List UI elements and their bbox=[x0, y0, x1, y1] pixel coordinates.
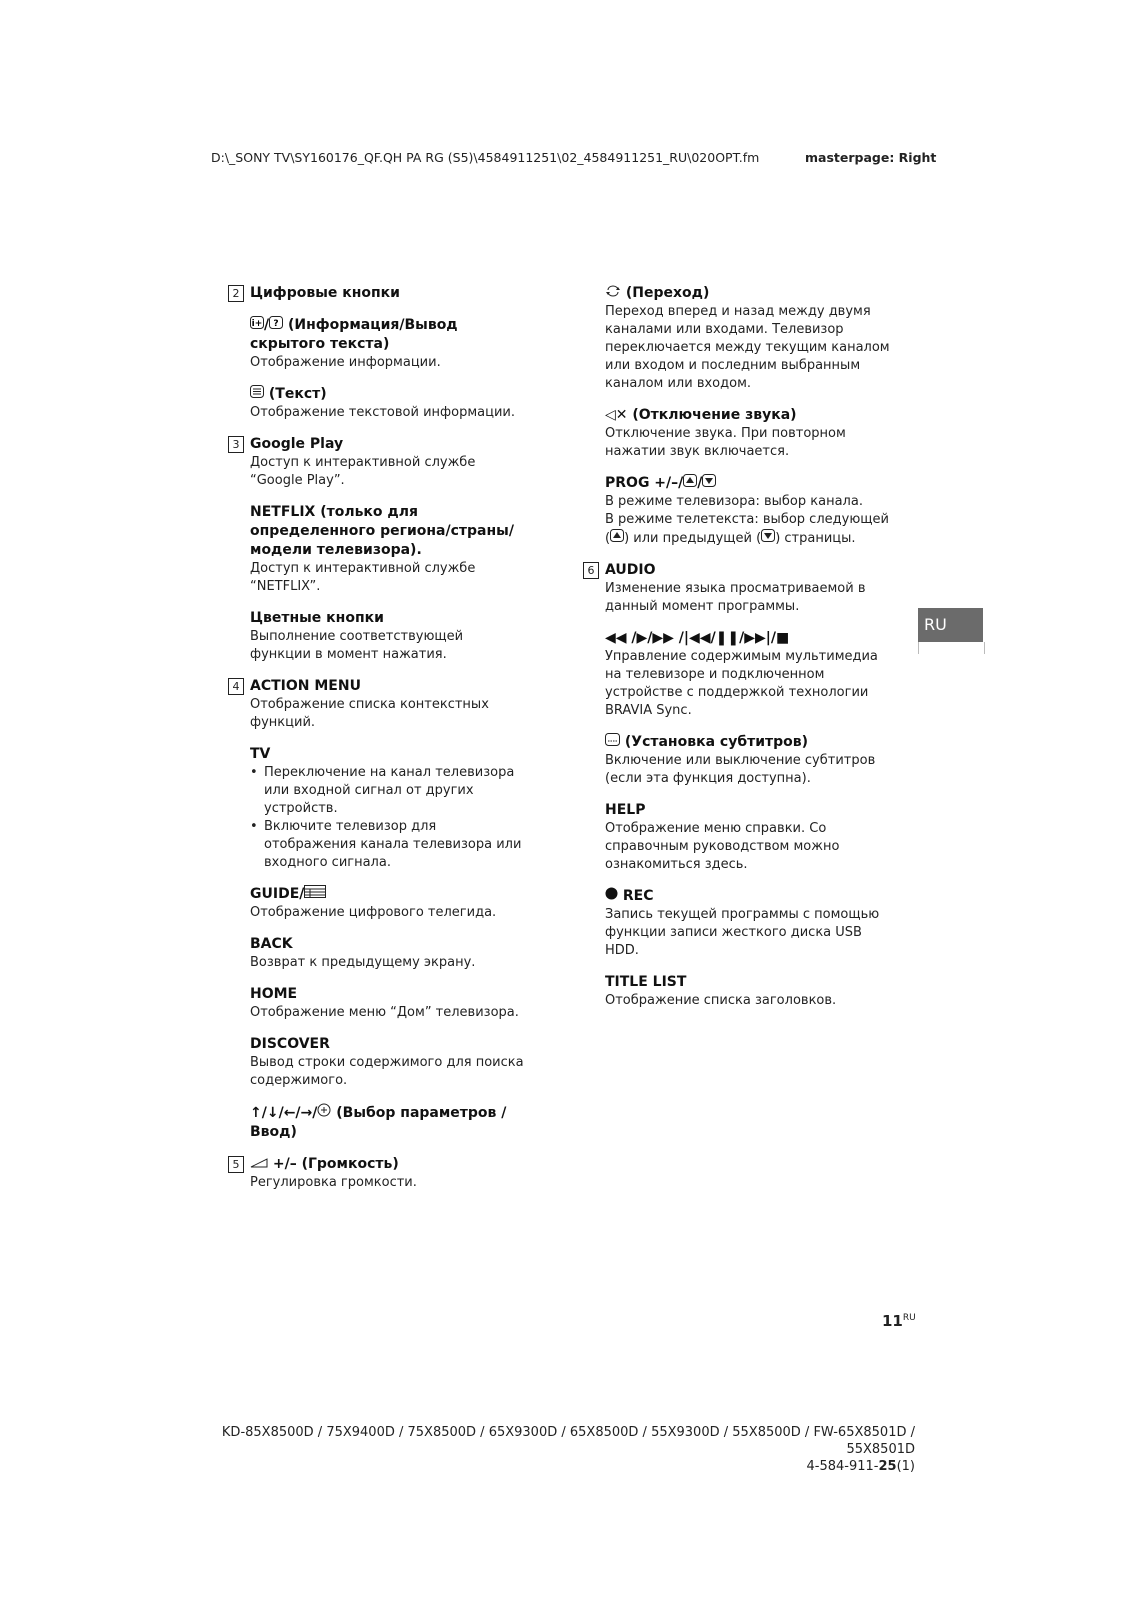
section-2 bbox=[228, 284, 528, 303]
home-text: Отображение меню “Дом” телевизора. bbox=[250, 1005, 519, 1020]
rec-entry bbox=[583, 887, 893, 960]
home-entry bbox=[228, 985, 528, 1022]
subtitle-title: (Установка субтитров) bbox=[624, 734, 809, 750]
section-title: Google Play bbox=[250, 436, 344, 452]
titlelist-entry bbox=[583, 973, 893, 1010]
prog-line3a: ) или предыдущей ( bbox=[624, 531, 762, 546]
section-number: 2 bbox=[228, 285, 244, 302]
jump-entry bbox=[583, 284, 893, 393]
mute-text: Отключение звука. При повторном нажатии звук включается. bbox=[605, 426, 846, 459]
section-number: 5 bbox=[228, 1156, 244, 1173]
tv-entry bbox=[228, 745, 528, 872]
page-number-suffix: RU bbox=[902, 1313, 916, 1323]
home-title: HOME bbox=[250, 986, 298, 1002]
section-number: 6 bbox=[583, 562, 599, 579]
help-entry bbox=[583, 801, 893, 874]
tv-title: TV bbox=[250, 746, 271, 762]
footer-models: KD-85X8500D / 75X9400D / 75X8500D / 65X9300D / 65X8500D / 55X9300D / 55X8500D / FW-65X8501D / bbox=[221, 1425, 915, 1440]
titlelist-text: Отображение списка заголовков. bbox=[605, 993, 837, 1008]
footer-models-2: 55X8501D bbox=[846, 1442, 915, 1457]
section-5 bbox=[228, 1155, 528, 1192]
section-4 bbox=[228, 677, 528, 732]
guide-entry bbox=[228, 885, 528, 922]
help-text: Отображение меню справки. Со справочным руководством можно ознакомиться здесь. bbox=[605, 821, 840, 872]
help-icon bbox=[269, 316, 283, 329]
footer bbox=[222, 1424, 915, 1475]
info-text: Отображение информации. bbox=[250, 355, 441, 370]
code-suffix: (1) bbox=[896, 1459, 915, 1474]
section-number: 3 bbox=[228, 436, 244, 453]
file-path: D:\_SONY TV\SY160176_QF.QH PA RG (S5)\4584911251\02_4584911251_RU\020OPT.fm bbox=[211, 150, 760, 165]
subtitle-text: Включение или выключение субтитров (если эта функция доступна). bbox=[605, 753, 876, 786]
nav-entry bbox=[228, 1103, 528, 1142]
section-text: Доступ к интерактивной службе “Google Play”. bbox=[250, 455, 476, 488]
section-text: Отображение списка контекстных функций. bbox=[250, 697, 489, 730]
back-text: Возврат к предыдущему экрану. bbox=[250, 955, 476, 970]
page-up-icon bbox=[610, 529, 624, 542]
discover-text: Вывод строки содержимого для поиска содержимого. bbox=[250, 1055, 524, 1088]
netflix-title: NETFLIX (только для определенного региона/страны/модели телевизора). bbox=[250, 504, 514, 558]
section-title: Цифровые кнопки bbox=[250, 285, 400, 301]
page-up-icon bbox=[683, 474, 697, 487]
language-tab: RU bbox=[918, 608, 983, 642]
list-item: • Переключение на канал телевизора или входной сигнал от других устройств. bbox=[250, 764, 528, 818]
subtitle-entry bbox=[583, 733, 893, 788]
footer-code bbox=[222, 1458, 915, 1475]
nav-title: (Выбор параметров / Ввод) bbox=[250, 1105, 507, 1140]
titlelist-title: TITLE LIST bbox=[605, 974, 687, 990]
info-button-entry: i+ / ? (Информация/Вывод скрытого текста) Отображение информации. bbox=[228, 316, 528, 372]
jump-text: Переход вперед и назад между двумя каналами или входами. Телевизор переключается между текущим каналом или входом и последним выбранным каналом или входом. bbox=[605, 304, 890, 391]
rec-text: Запись текущей программы с помощью функции записи жесткого диска USB HDD. bbox=[605, 907, 880, 958]
subtitle-icon bbox=[605, 733, 620, 746]
svg-text:i+: i+ bbox=[251, 319, 263, 329]
text-text: Отображение текстовой информации. bbox=[250, 405, 515, 420]
discover-title: DISCOVER bbox=[250, 1036, 330, 1052]
mute-entry bbox=[583, 406, 893, 461]
info-icon bbox=[250, 316, 264, 329]
rec-title: REC bbox=[622, 888, 654, 904]
prog-entry: PROG +/–/ / В режиме телевизора: выбор канала. В режиме телетекста: выбор следующей ( ) или предыдущей ( ) страницы. bbox=[583, 474, 893, 548]
prog-line3b: ) страницы. bbox=[775, 531, 856, 546]
prog-line2: В режиме телетекста: выбор следующей bbox=[605, 512, 889, 527]
help-title: HELP bbox=[605, 802, 646, 818]
back-entry bbox=[228, 935, 528, 972]
section-title: +/– (Громкость) bbox=[272, 1156, 399, 1172]
section-title: ACTION MENU bbox=[250, 678, 361, 694]
jump-title: (Переход) bbox=[625, 285, 710, 301]
page-down-icon bbox=[761, 529, 775, 542]
rec-dot-icon bbox=[605, 887, 618, 900]
prog-line1: В режиме телевизора: выбор канала. bbox=[605, 494, 863, 509]
text-button-entry bbox=[228, 385, 528, 422]
text-title: (Текст) bbox=[268, 386, 327, 402]
info-title: (Информация/Вывод скрытого текста) bbox=[250, 317, 458, 352]
netflix-text: Доступ к интерактивной службе “NETFLIX”. bbox=[250, 561, 476, 594]
section-number: 4 bbox=[228, 678, 244, 695]
guide-text: Отображение цифрового телегида. bbox=[250, 905, 497, 920]
color-text: Выполнение соответствующей функции в момент нажатия. bbox=[250, 629, 464, 662]
tab-divider bbox=[918, 642, 985, 654]
media-controls-icon: ◀◀ /▶/▶▶ /|◀◀/❚❚/▶▶|/■ bbox=[605, 630, 790, 646]
prog-title: PROG +/–/ bbox=[605, 475, 684, 491]
back-title: BACK bbox=[250, 936, 293, 952]
guide-icon bbox=[304, 885, 326, 898]
enter-icon bbox=[317, 1103, 331, 1117]
left-column bbox=[228, 284, 528, 1205]
section-title: AUDIO bbox=[605, 562, 656, 578]
section-text: Регулировка громкости. bbox=[250, 1175, 417, 1190]
discover-entry bbox=[228, 1035, 528, 1090]
color-title: Цветные кнопки bbox=[250, 610, 384, 626]
list-item: • Включите телевизор для отображения канала телевизора или входного сигнала. bbox=[250, 818, 528, 872]
guide-title: GUIDE/ bbox=[250, 886, 305, 902]
media-entry bbox=[583, 629, 893, 720]
section-3 bbox=[228, 435, 528, 490]
svg-text:?: ? bbox=[273, 319, 279, 329]
mute-title: (Отключение звука) bbox=[632, 407, 797, 423]
arrows-icon: ↑/↓/←/→/ bbox=[250, 1105, 318, 1121]
volume-icon bbox=[250, 1158, 268, 1168]
media-text: Управление содержимым мультимедиа на телевизоре и подключенном устройстве с поддержкой технологии BRAVIA Sync. bbox=[605, 649, 878, 718]
section-text: Изменение языка просматриваемой в данный момент программы. bbox=[605, 581, 866, 614]
code-bold: 25 bbox=[878, 1459, 897, 1474]
jump-icon bbox=[605, 285, 621, 297]
tv-bullets bbox=[250, 764, 528, 872]
page-number-value: 11 bbox=[882, 1312, 903, 1330]
text-icon bbox=[250, 385, 264, 398]
page-down-icon bbox=[702, 474, 716, 487]
color-buttons-entry bbox=[228, 609, 528, 664]
code-prefix: 4-584-911- bbox=[806, 1459, 879, 1474]
section-6 bbox=[583, 561, 893, 616]
masterpage-label: masterpage: Right bbox=[805, 150, 937, 165]
page-number bbox=[882, 1312, 916, 1330]
mute-icon: ◁✕ bbox=[605, 407, 628, 423]
right-column bbox=[583, 284, 893, 1023]
netflix-entry bbox=[228, 503, 528, 596]
